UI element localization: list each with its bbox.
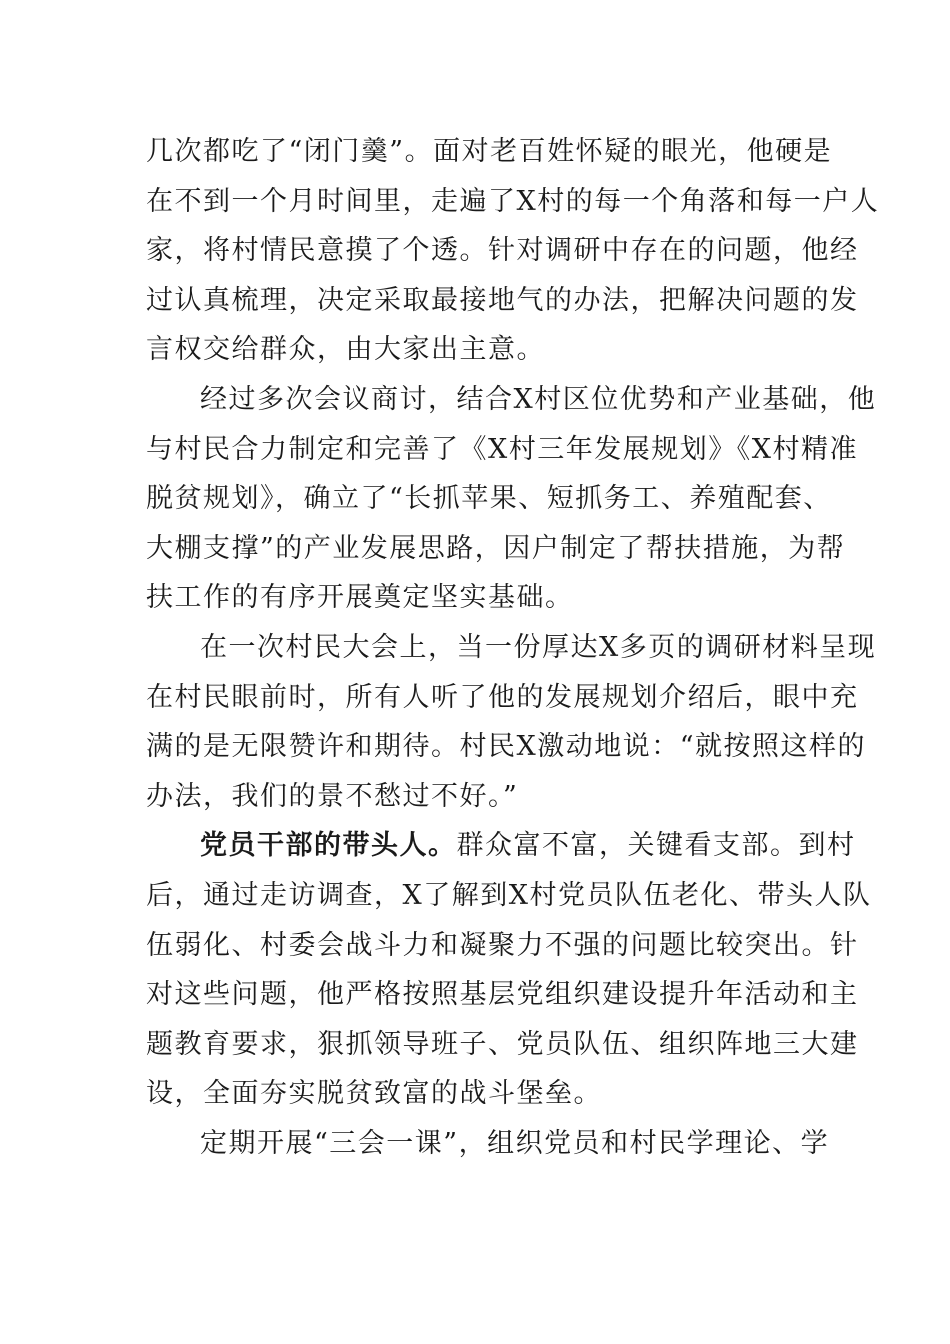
text-line: 设，全面夯实脱贫致富的战斗堡垒。 <box>146 1078 602 1110</box>
text-line: 家，将村情民意摸了个透。针对调研中存在的问题，他经 <box>146 235 859 267</box>
text-line: 伍弱化、村委会战斗力和凝聚力不强的问题比较突出。针 <box>146 929 859 961</box>
text-line <box>146 821 856 871</box>
text-line: 在不到一个月时间里，走遍了X村的每一个角落和每一户人 <box>146 185 880 217</box>
section-lead-heading: 党员干部的带头人。 <box>200 830 457 862</box>
text-run: 群众富不富，关键看支部。到村 <box>456 830 856 862</box>
paragraph-5 <box>146 1119 830 1169</box>
text-line: 对这些问题，他严格按照基层党组织建设提升年活动和主 <box>146 979 859 1011</box>
paragraph-1 <box>146 127 880 375</box>
text-line: 在一次村民大会上，当一份厚达X多页的调研材料呈现 <box>200 631 877 663</box>
text-line: 办法，我们的景不愁过不好。” <box>146 780 519 812</box>
text-line: 与村民合力制定和完善了《X村三年发展规划》《X村精准 <box>146 433 858 465</box>
text-line: 几次都吃了“闭门羹”。面对老百姓怀疑的眼光，他硬是 <box>146 136 833 167</box>
text-line: 满的是无限赞许和期待。村民X激动地说：“就按照这样的 <box>146 731 867 763</box>
paragraph-4 <box>146 821 872 1119</box>
text-line: 大棚支撑”的产业发展思路，因户制定了帮扶措施，为帮 <box>146 532 846 564</box>
text-line: 扶工作的有序开展奠定坚实基础。 <box>146 582 574 614</box>
document-body <box>146 127 880 1168</box>
text-line: 过认真梳理，决定采取最接地气的办法，把解决问题的发 <box>146 284 859 316</box>
text-line: 在村民眼前时，所有人听了他的发展规划介绍后，眼中充 <box>146 681 859 713</box>
text-line: 言权交给群众，由大家出主意。 <box>146 334 545 366</box>
text-line: 题教育要求，狠抓领导班子、党员队伍、组织阵地三大建 <box>146 1028 859 1060</box>
paragraph-2 <box>146 375 877 623</box>
text-line: 经过多次会议商讨，结合X村区位优势和产业基础，他 <box>200 383 877 415</box>
text-line: 脱贫规划》，确立了“长抓苹果、短抓务工、养殖配套、 <box>146 483 832 515</box>
text-line: 定期开展“三会一课”，组织党员和村民学理论、学 <box>200 1127 830 1159</box>
text-line: 后，通过走访调查，X了解到X村党员队伍老化、带头人队 <box>146 879 872 911</box>
paragraph-3 <box>146 623 877 821</box>
